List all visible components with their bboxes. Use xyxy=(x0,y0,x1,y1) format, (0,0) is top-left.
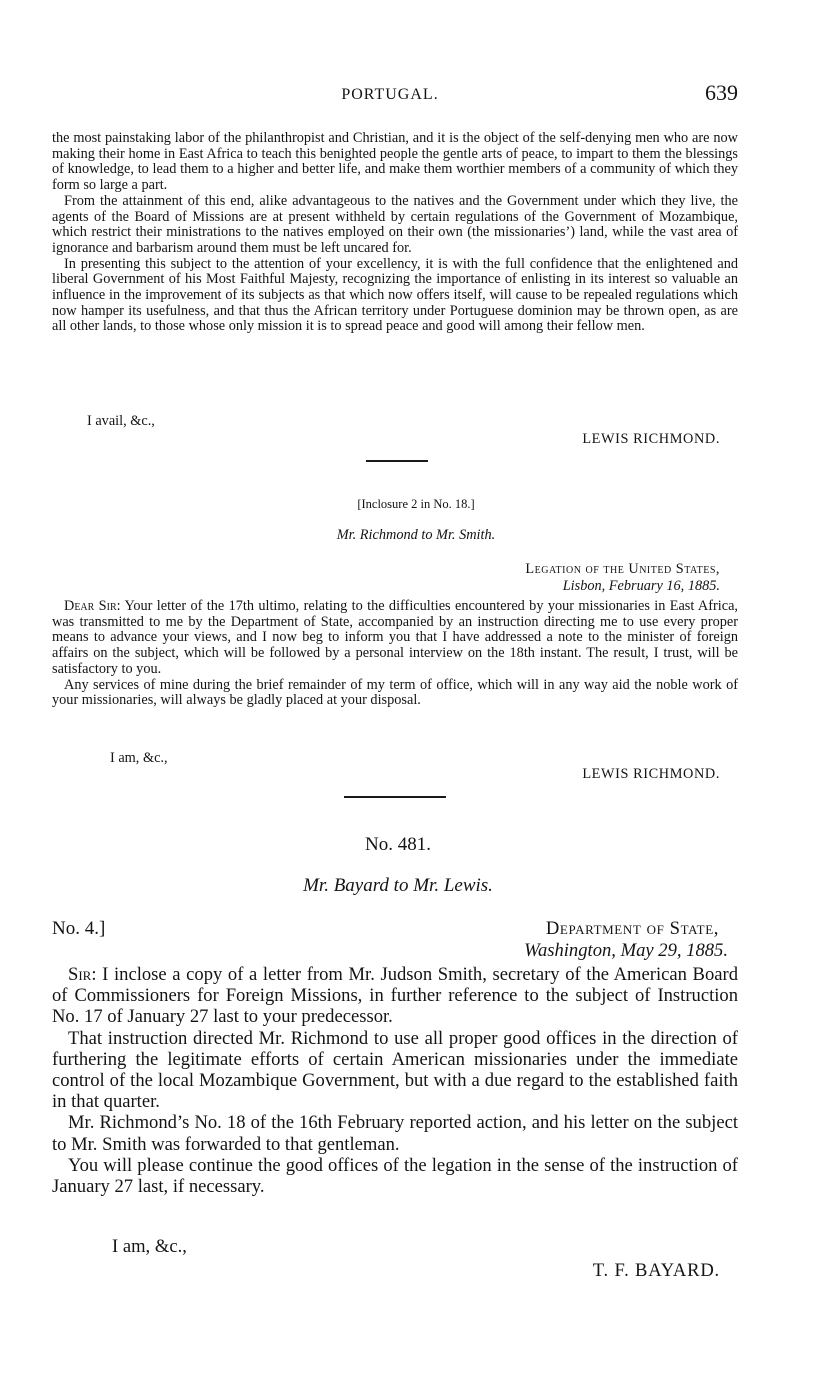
inclosure-paragraph-1: Your letter of the 17th ultimo, relating to the difficulties encountered by your missionaries in East Africa, was transmitted to me by the Department of State, accompanied by an instruction directing me to use every proper means to advance your views, and I now beg to inform you that I have addressed a note to the minister of foreign affairs on the subject, which will be followed by a personal interview on the 18th instant. The result, I trust, will be satisfactory to you. xyxy=(52,598,738,677)
document-heading: Mr. Bayard to Mr. Lewis. xyxy=(303,875,493,896)
inclosure-date: Lisbon, February 16, 1885. xyxy=(562,578,720,594)
letter1-paragraph-3: In presenting this subject to the attention of your excellency, it is with the full confidence that the enlightened and liberal Government of his Most Faithful Majesty, recognizing the importance of enlisting in its interest so valuable an influence in the improvement of its subjects as that which now offers itself, will cause to be repealed regulations which now hamper its usefulness, and that thus the African territory under Portuguese dominion may be thrown open, as are all other lands, to those whose only mission it is to spread peace and good will among their fellow men. xyxy=(52,255,738,335)
inclosure-signature: LEWIS RICHMOND. xyxy=(582,766,720,782)
document-paragraph-3: Mr. Richmond’s No. 18 of the 16th February reported action, and his letter on the subject to Mr. Smith was forwarded to that gentleman. xyxy=(52,1112,738,1155)
running-header-title: PORTUGAL. xyxy=(341,86,439,103)
letter1-paragraph-1: the most painstaking labor of the philanthropist and Christian, and it is the object of the self-denying men who are now making their home in East Africa to teach this benighted people the gentle arts of peace, to impart to them the blessings of knowledge, to lead them to a higher and better life, and make them worthier members of a community of which they form so large a part. xyxy=(52,130,738,194)
inclosure-heading: Mr. Richmond to Mr. Smith. xyxy=(336,527,496,543)
document-closing: I am, &c., xyxy=(112,1236,187,1257)
letter1-body xyxy=(52,131,738,335)
document-place: Department of State, xyxy=(545,918,719,939)
document-paragraph-1: I inclose a copy of a letter from Mr. Judson Smith, secretary of the American Board of Commissioners for Foreign Missions, in further reference to the subject of Instruction No. 17 of January 27 last to your predecessor. xyxy=(52,964,738,1028)
inclosure-body xyxy=(52,599,738,709)
inclosure-paragraph-2: Any services of mine during the brief remainder of my term of office, which will in any way aid the noble work of your missionaries, will always be gladly placed at your disposal. xyxy=(52,676,738,709)
document-number: No. 481. xyxy=(365,834,431,855)
inclosure-place: Legation of the United States, xyxy=(525,561,720,577)
document-paragraph-2: That instruction directed Mr. Richmond to use all proper good offices in the direction of furthering the legitimate efforts of certain American missionaries under the immediate control of the local Mozambique Government, but with a due regard to the established faith in that quarter. xyxy=(52,1027,738,1113)
section-divider xyxy=(366,460,428,462)
letter1-paragraph-2: From the attainment of this end, alike advantageous to the natives and the Government under which they live, the agents of the Board of Missions are at present withheld by certain regulations of the Government of Mozambique, which restrict their ministrations to the natives employed on their own (the missionaries’) land, while the vast area of ignorance and barbarism around them must be left uncared for. xyxy=(52,192,738,256)
section-divider-2 xyxy=(344,796,446,798)
document-body xyxy=(52,964,738,1197)
inclosure-salutation: Dear Sir: xyxy=(64,598,121,614)
letter1-signature: LEWIS RICHMOND. xyxy=(582,431,720,447)
document-date: Washington, May 29, 1885. xyxy=(524,940,728,961)
inclosure-closing: I am, &c., xyxy=(110,750,168,766)
instruction-reference: No. 4.] xyxy=(52,918,106,939)
document-paragraph-4: You will please continue the good offices of the legation in the sense of the instruction of January 27 last, if necessary. xyxy=(52,1154,738,1198)
page-number: 639 xyxy=(705,80,738,105)
document-salutation: Sir: xyxy=(68,964,97,985)
document-signature: T. F. BAYARD. xyxy=(592,1260,720,1281)
inclosure-label: [Inclosure 2 in No. 18.] xyxy=(357,497,475,511)
letter1-closing: I avail, &c., xyxy=(87,413,155,429)
